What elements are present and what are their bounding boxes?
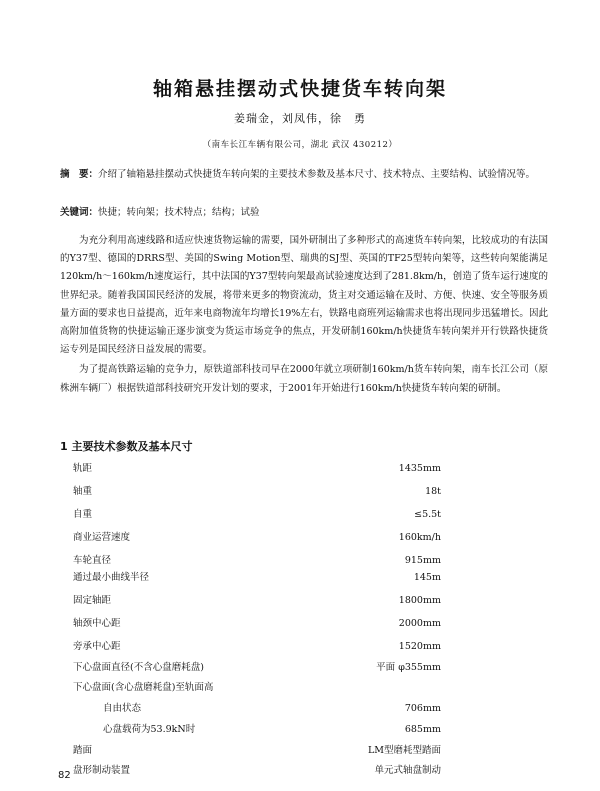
- spec-label: 旁承中心距: [73, 641, 121, 652]
- abstract-label: 摘 要：: [60, 169, 99, 180]
- spec-value: 706mm: [404, 703, 441, 714]
- body-paragraph: 为了提高铁路运输的竞争力，原铁道部科技司早在2000年就立项研制160km/h货车转向架，南车长江公司（原株洲车辆厂）根据铁道部科技研究开发计划的要求，于2001年开始进行160km/h快捷货车转向架的研制。: [60, 364, 548, 394]
- spec-label: 下心盘面直径(不含心盘磨耗盘): [73, 662, 204, 673]
- spec-row: [73, 615, 473, 633]
- spec-value: 单元式轴盘制动: [374, 765, 441, 776]
- spec-row: [73, 506, 473, 524]
- author-affiliation: （南车长江车辆有限公司，湖北 武汉 430212）: [202, 140, 398, 150]
- spec-row: [73, 762, 473, 780]
- spec-value: LM型磨耗型踏面: [367, 745, 441, 756]
- spec-row: [73, 721, 473, 739]
- spec-label: 车轮直径: [73, 555, 112, 566]
- spec-row: [73, 460, 473, 478]
- spec-label: 下心盘面(含心盘磨耗盘)至轨面高: [73, 682, 214, 693]
- spec-row: [73, 679, 473, 697]
- spec-value: 915mm: [404, 555, 441, 566]
- section-heading: 1 主要技术参数及基本尺寸: [60, 440, 193, 453]
- spec-row: [73, 569, 473, 587]
- keywords: [60, 206, 546, 220]
- spec-row: [73, 592, 473, 610]
- spec-label: 通过最小曲线半径: [73, 572, 150, 583]
- spec-row: [73, 659, 473, 677]
- spec-value: 1800mm: [398, 595, 441, 606]
- spec-label: 踏面: [73, 745, 93, 756]
- spec-label: 轨距: [73, 463, 93, 474]
- spec-value: ≤5.5t: [414, 509, 441, 520]
- abstract-text: 介绍了轴箱悬挂摆动式快捷货车转向架的主要技术参数及基本尺寸、技术特点、主要结构、试验情况等。: [98, 169, 536, 180]
- spec-value: 平面 φ355mm: [376, 662, 441, 673]
- spec-label: 商业运营速度: [73, 532, 131, 543]
- spec-label: 轴重: [73, 486, 93, 497]
- spec-label: 自由状态: [103, 703, 142, 714]
- spec-row: [73, 483, 473, 501]
- spec-value: 18t: [425, 486, 441, 497]
- spec-value: 1435mm: [398, 463, 441, 474]
- paper-authors: 姜瑞金，刘凤伟，徐 勇: [234, 112, 366, 125]
- spec-value: 160km/h: [398, 532, 441, 543]
- keywords-label: 关键词：: [60, 207, 99, 218]
- body-text: [60, 232, 548, 398]
- spec-label: 固定轴距: [73, 595, 112, 606]
- spec-row: [73, 700, 473, 718]
- spec-row: [73, 638, 473, 656]
- abstract: [60, 166, 546, 184]
- spec-value: 685mm: [404, 724, 441, 735]
- spec-label: 心盘载荷为53.9kN时: [103, 724, 196, 735]
- spec-value: 145m: [413, 572, 441, 583]
- spec-row: [73, 529, 473, 547]
- spec-label: 轴颈中心距: [73, 618, 121, 629]
- spec-row: [73, 742, 473, 760]
- spec-label: 自重: [73, 509, 93, 520]
- body-paragraph: 为充分利用高速线路和适应快速货物运输的需要，国外研制出了多种形式的高速货车转向架，比较成功的有法国的Y37型、德国的DRRS型、美国的Swing Motion型、瑞典的SJ型、英国的TF25型转向架等，这些转向架能满足120km/h～160km/h速度运行，其中法国的Y37型转向架最高试验速度达到了281.8km/h，创造了货车运行速度的世界纪录。随着我国国民经济的发展，将带来更多的物资流动，货主对交通运输在及时、方便、快速、安全等服务质量方面的要求也日益提高，近年来电商物流年均增长19%左右，铁路电商班列运输需求也将出现同步迅猛增长。因此高附加值货物的快捷运输正逐步演变为货运市场竞争的焦点，开发研制160km/h快捷货车转向架并开行铁路快捷货运专列是国民经济日益发展的需要。: [60, 235, 548, 356]
- spec-label: 盘形制动装置: [73, 765, 131, 776]
- paper-title: 轴箱悬挂摆动式快捷货车转向架: [152, 78, 447, 100]
- spec-value: 1520mm: [398, 641, 441, 652]
- page-number: 82: [58, 770, 71, 781]
- spec-row: [73, 552, 473, 570]
- keywords-text: 快捷；转向架；技术特点；结构；试验: [98, 207, 260, 218]
- spec-value: 2000mm: [398, 618, 441, 629]
